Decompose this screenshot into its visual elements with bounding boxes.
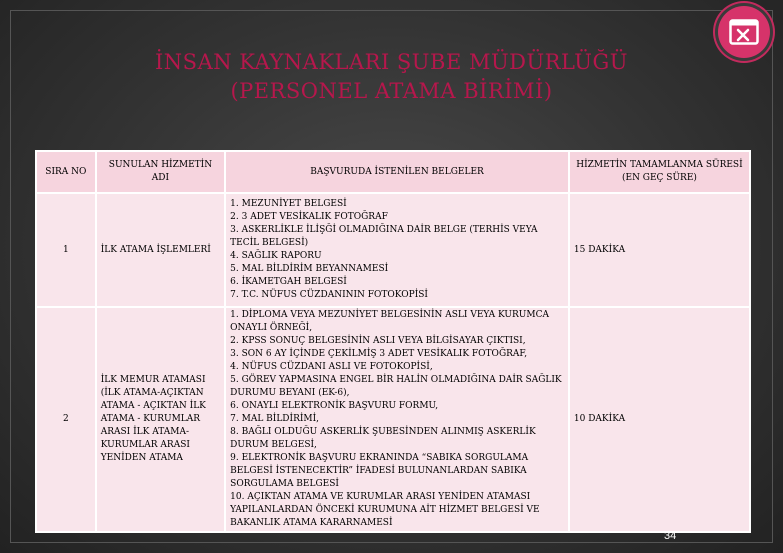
completion-time: 10 DAKİKA — [569, 307, 750, 532]
document-item: 3. SON 6 AY İÇİNDE ÇEKİLMİŞ 3 ADET VESİKALIK FOTOĞRAF, — [230, 349, 528, 359]
page-number: 34 — [664, 530, 677, 542]
document-item: 6. ONAYLI ELEKTRONİK BAŞVURU FORMU, — [230, 401, 439, 411]
service-name: İLK MEMUR ATAMASI (İLK ATAMA-AÇIKTAN ATAMA - AÇIKTAN İLK ATAMA - KURUMLAR ARASI İLK ATAMA- KURUMLAR ARASI YENİDEN ATAMA — [96, 307, 225, 532]
title-line-1: İNSAN KAYNAKLARI ŞUBE MÜDÜRLÜĞÜ — [155, 50, 628, 74]
table-header-row — [36, 151, 750, 193]
table-row — [36, 193, 750, 307]
title-line-2: (PERSONEL ATAMA BİRİMİ) — [230, 79, 553, 103]
service-table — [35, 150, 751, 533]
documents-list — [225, 307, 569, 532]
header-completion-time: HİZMETİN TAMAMLANMA SÜRESİ (EN GEÇ SÜRE) — [569, 151, 750, 193]
row-number: 1 — [36, 193, 96, 307]
header-service-name: SUNULAN HİZMETİN ADI — [96, 151, 225, 193]
document-item: 9. ELEKTRONİK BAŞVURU EKRANINDA “SABIKA SORGULAMA BELGESİ İSTENECEKTİR” İFADESİ BULUNANLARDAN SABIKA SORGULAMA BELGESİ — [230, 453, 529, 489]
table-row — [36, 307, 750, 532]
document-item: 3. ASKERLİKLE İLİŞĞİ OLMADIĞINA DAİR BELGE (TERHİS VEYA — [230, 225, 538, 235]
service-name: İLK ATAMA İŞLEMLERİ — [96, 193, 225, 307]
document-item: 1. MEZUNİYET BELGESİ — [230, 199, 347, 209]
document-item: 4. NÜFUS CÜZDANI ASLI VE FOTOKOPİSİ, — [230, 362, 433, 372]
document-item: 7. T.C. NÜFUS CÜZDANININ FOTOKOPİSİ — [230, 290, 428, 300]
documents-list — [225, 193, 569, 307]
exit-slide-icon-glyph — [729, 19, 759, 45]
document-item: 6. İKAMETGAH BELGESİ — [230, 277, 347, 287]
document-item: 7. MAL BİLDİRİMİ, — [230, 414, 320, 424]
header-documents: BAŞVURUDA İSTENİLEN BELGELER — [225, 151, 569, 193]
document-item: 2. 3 ADET VESİKALIK FOTOĞRAF — [230, 212, 388, 222]
document-item: 10. AÇIKTAN ATAMA VE KURUMLAR ARASI YENİDEN ATAMASI YAPILANLARDAN ÖNCEKİ KURUMUNA AİT HİZMET BELGESİ VE BAKANLIK ATAMA KARARNAMESİ — [230, 492, 540, 528]
document-item: 2. KPSS SONUÇ BELGESİNİN ASLI VEYA BİLGİSAYAR ÇIKTISI, — [230, 336, 526, 346]
document-item: 5. GÖREV YAPMASINA ENGEL BİR HALİN OLMADIĞINA DAİR SAĞLIK DURUMU BEYANI (EK-6), — [230, 375, 562, 398]
document-item: 4. SAĞLIK RAPORU — [230, 251, 322, 261]
completion-time: 15 DAKİKA — [569, 193, 750, 307]
document-item: 8. BAĞLI OLDUĞU ASKERLİK ŞUBESİNDEN ALINMIŞ ASKERLİK DURUM BELGESİ, — [230, 427, 536, 450]
page-title — [0, 48, 783, 106]
row-number: 2 — [36, 307, 96, 532]
header-sira-no: SIRA NO — [36, 151, 96, 193]
document-item: 5. MAL BİLDİRİM BEYANNAMESİ — [230, 264, 389, 274]
document-item: TECİL BELGESİ) — [230, 238, 309, 248]
document-item: 1. DİPLOMA VEYA MEZUNİYET BELGESİNİN ASLI VEYA KURUMCA ONAYLI ÖRNEĞİ, — [230, 310, 549, 333]
